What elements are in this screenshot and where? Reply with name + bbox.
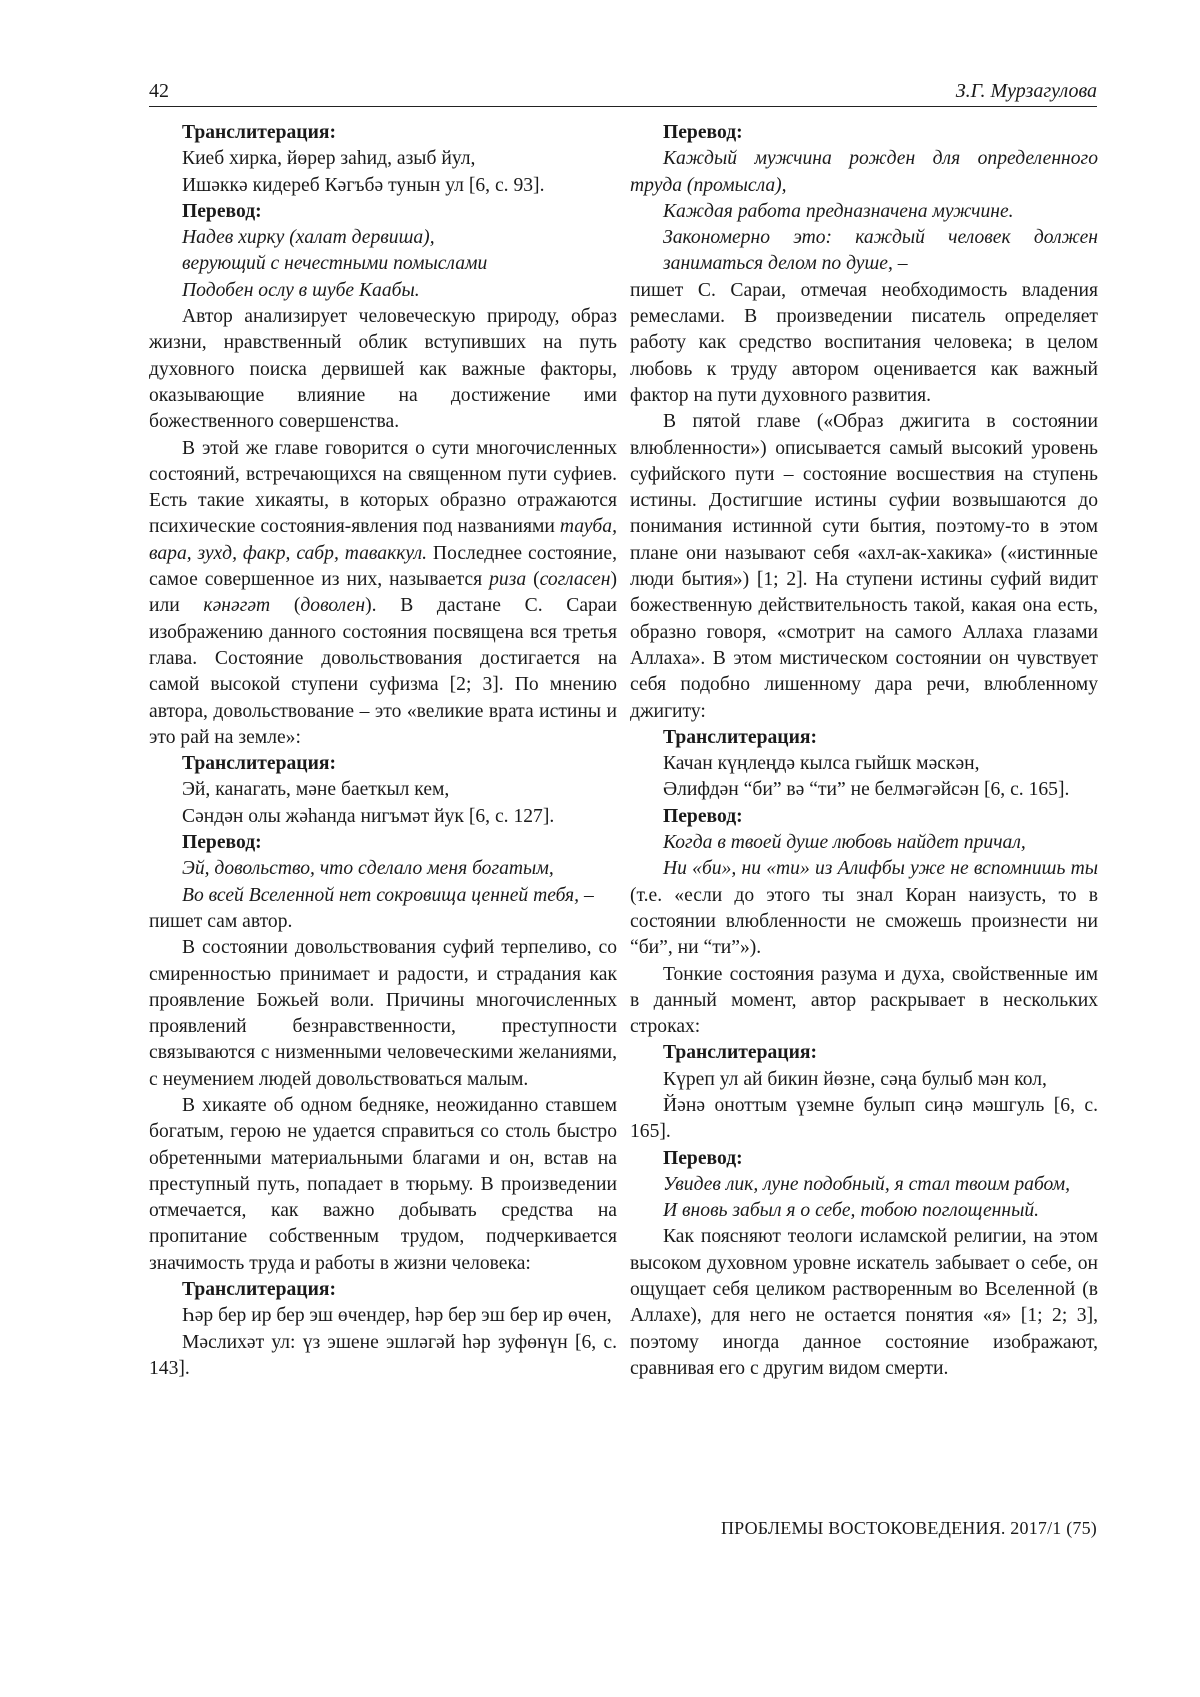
verse-line: Күреп ул ай бикин йөзне, сәңа булыб мән кол, [663,1068,1047,1090]
translation-heading: Перевод: [182,832,262,854]
paragraph: пишет сам автор. [149,910,293,932]
translation-heading: Перевод: [663,122,743,143]
verse-line: Сәндән олы жәһанда нигъмәт йук [6, с. 127]. [182,805,555,827]
translation-line: Увидев лик, луне подобный, я стал твоим рабом, [663,1173,1071,1195]
translation-line: Когда в твоей душе любовь найдет причал, [663,832,1026,854]
verse-line: Һәр бер ир бер эш өчендер, һәр бер эш бер ир өчен, [182,1305,612,1327]
page-number: 42 [149,80,169,102]
translation-line: Надев хирку (халат дервиша), [182,227,435,249]
transliteration-heading: Транслитерация: [182,753,337,775]
translation-line: Каждая работа предназначена мужчине. [663,200,1014,222]
transliteration-heading: Транслитерация: [663,726,818,748]
translation-line: Ни «би», ни «ти» из Алифбы уже не вспомнишь ты (т.е. «если до этого ты знал Коран наизусть, то в состоянии влюбленности не сможешь произнести ни “би”, ни “ти”»). [630,858,1098,959]
paragraph: Тонкие состояния разума и духа, свойственные им в данный момент, автор раскрывает в нескольких строках: [630,963,1098,1038]
verse-line: Ишәккә кидереб Кәгъбә тунын ул [6, с. 93]. [182,174,545,196]
translation-line: И вновь забыл я о себе, тобою поглощенный. [663,1200,1040,1222]
verse-line: Качан күңлеңдә кылса гыйшк мәскән, [663,753,980,775]
verse-line: Әлифдән “би” вә “ти” не белмәгәйсән [6, с. 165]. [663,779,1070,801]
translation-heading: Перевод: [663,1147,743,1169]
translation-line: Подобен ослу в шубе Каабы. [182,279,420,301]
translation-line: Эй, довольство, что сделало меня богатым, [182,858,554,880]
author-name: З.Г. Мурзагулова [955,80,1097,102]
verse-line: Йәнә оноттым үземне булып сиңә мәшгуль [6, с. 165]. [630,1094,1098,1143]
paragraph: В состоянии довольствования суфий терпеливо, со смиренностью принимает и радости, и страдания как проявление Божьей воли. Причины многочисленных проявлений безнравственности, преступности связываются с низменными человеческими желаниями, с неумением людей довольствоваться малым. [149,937,617,1090]
journal-footer: ПРОБЛЕМЫ ВОСТОКОВЕДЕНИЯ. 2017/1 (75) [720,1518,1097,1538]
translation-line: верующий с нечестными помыслами [182,253,488,275]
paragraph: В хикаяте об одном бедняке, неожиданно ставшем богатым, герою не удается справиться со столь быстро обретенными материальными благами и он, встав на преступный путь, попадает в тюрьму. В произведении отмечается, как важно добывать средства на пропитание собственным трудом, подчеркивается значимость труда и работы в жизни человека: [149,1094,617,1274]
verse-line: Эй, канагать, мәне баеткыл кем, [182,779,450,801]
translation-heading: Перевод: [663,805,743,827]
transliteration-heading: Транслитерация: [663,1042,818,1064]
verse-line: Киеб хирка, йөрер заһид, азыб йул, [182,148,476,170]
paragraph: В пятой главе («Образ джигита в состоянии влюбленности») описывается самый высокий уровень суфийского пути – состояние восшествия на ступень истины. Достигшие истины суфии возвышаются до понимания истинной сути бытия, поэтому-то в этом плане они называют себя «ахл-ак-хакика» («истинные люди бытия») [1; 2]. На ступени истины суфий видит божественную действительность такой, какая она есть, образно говоря, «смотрит на самого Аллаха глазами Аллаха». В этом мистическом состоянии он чувствует себя подобно лишенному дара речи, влюбленному джигиту: [630,411,1098,722]
running-header [149,76,1097,107]
paragraph: Автор анализирует человеческую природу, образ жизни, нравственный облик вступивших на путь духовного поиска дервишей как важные факторы, оказывающие влияние на достижение ими божественного совершенства. [149,306,617,433]
left-column [149,120,617,1382]
translation-line: Во всей Вселенной нет сокровища ценней тебя, – [182,884,594,906]
right-column [630,120,1098,1382]
paragraph: В этой же главе говорится о сути многочисленных состояний, встречающихся на священном пути суфиев. Есть такие хикаяты, в которых образно отражаются психические состояния-явления под названиями тауба, вара, зухд, факр, сабр, таваккул. Последнее состояние, самое совершенное из них, называется риза (согласен) или кәнәгәт (доволен). В дастане С. Сараи изображению данного состояния посвящена вся третья глава. Состояние довольствования достигается на самой высокой ступени суфизма [2; 3]. По мнению автора, довольствование – это «великие врата истины и это рай на земле»: [149,437,617,748]
translation-line: Каждый мужчина рожден для определенного труда (промысла), [630,148,1098,196]
paragraph: пишет С. Сараи, отмечая необходимость владения ремеслами. В произведении писатель определяет работу как средство воспитания человека; в целом любовь к труду автором оценивается как важный фактор на пути духовного развития. [630,279,1098,406]
transliteration-heading: Транслитерация: [182,1279,337,1301]
paragraph: Как поясняют теологи исламской религии, на этом высоком духовном уровне искатель забывает о себе, он ощущает себя целиком растворенным во Вселенной (в Аллахе), для него не остается понятия «я» [1; 2; 3], поэтому иногда данное состояние изображают, сравнивая его с другим видом смерти. [630,1226,1098,1379]
transliteration-heading: Транслитерация: [182,122,337,143]
verse-line: Мәслихәт ул: үз эшене эшләгәй һәр зуфөнүн [6, с. 143]. [149,1331,617,1379]
translation-heading: Перевод: [182,200,262,222]
translation-line: Закономерно это: каждый человек должен заниматься делом по душе, – [663,227,1098,275]
